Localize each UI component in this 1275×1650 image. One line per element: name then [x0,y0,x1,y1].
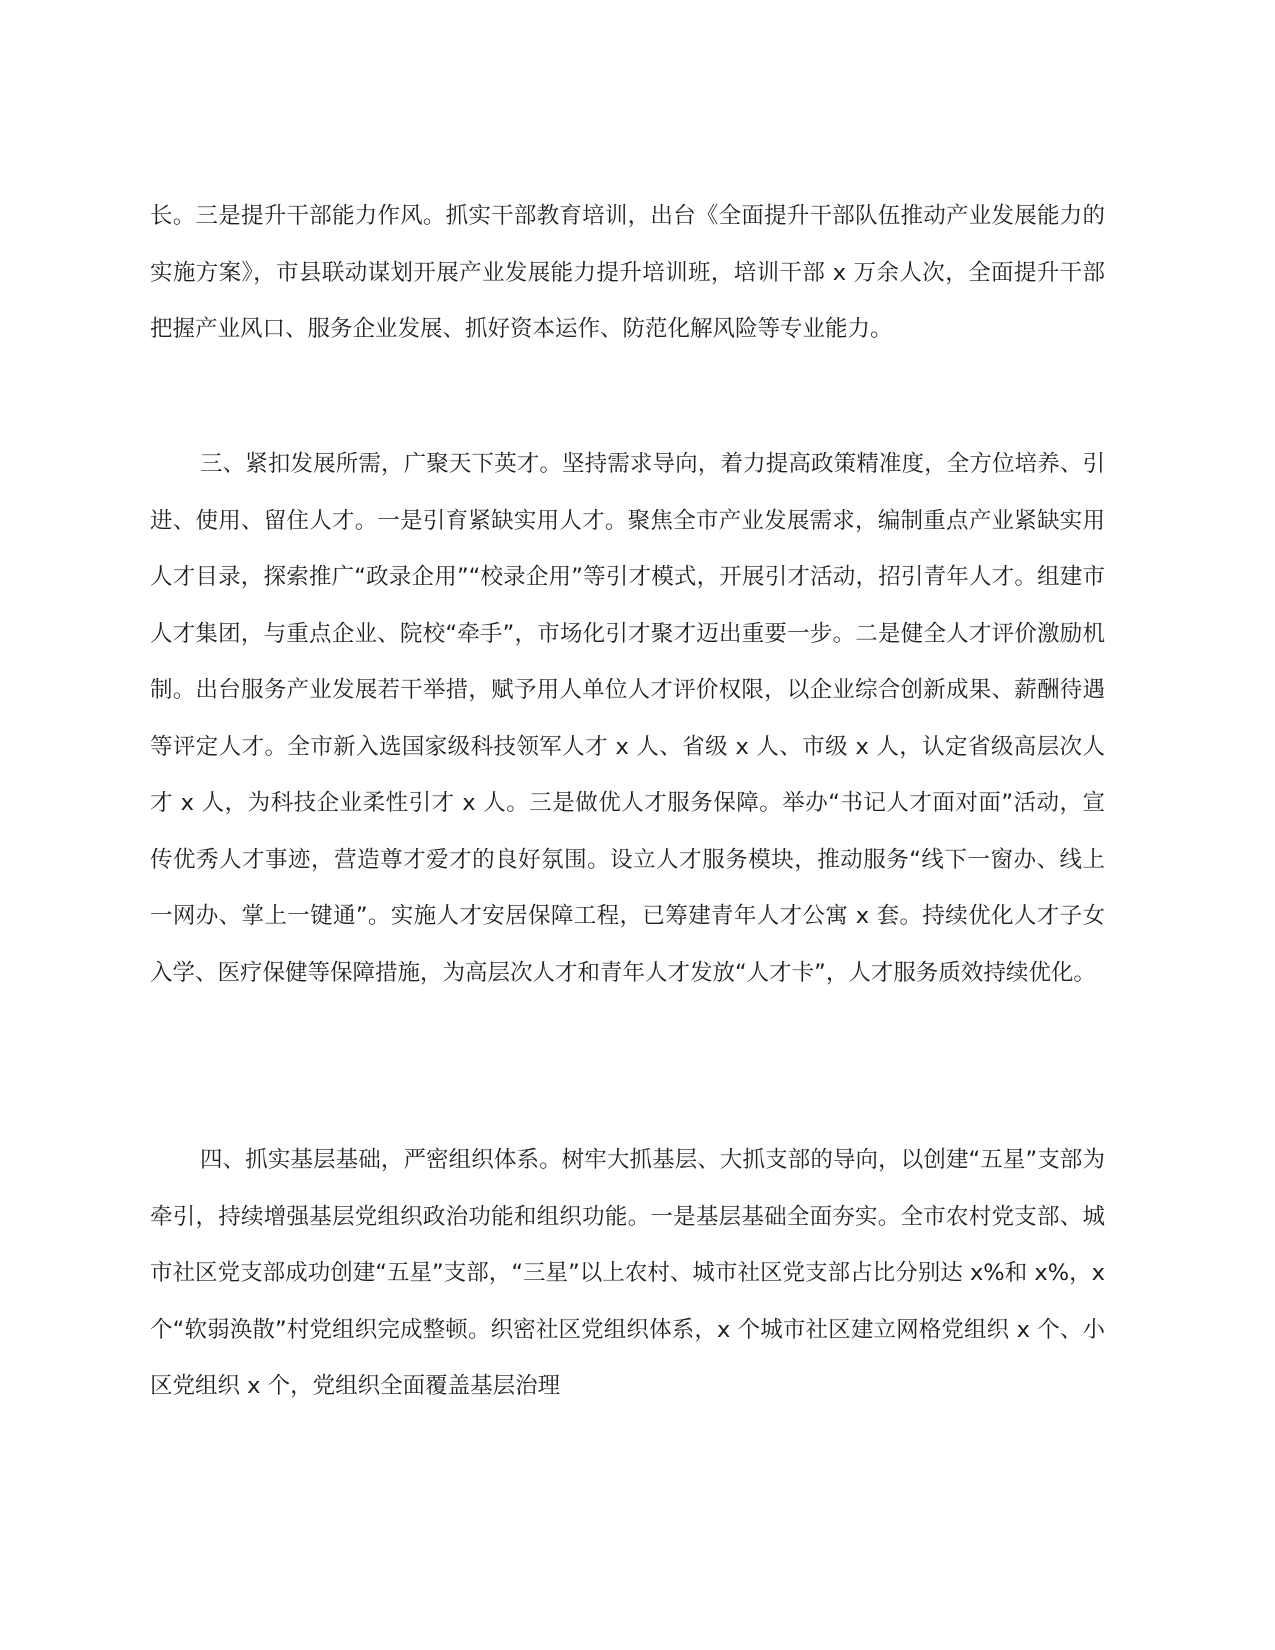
paragraph-grassroots-section: 四、抓实基层基础，严密组织体系。树牢大抓基层、大抓支部的导向，以创建“五星”支部为牵引，持续增强基层党组织政治功能和组织功能。一是基层基础全面夯实。全市农村党支部、城市社区党支部成功创建“五星”支部，“三星”以上农村、城市社区党支部占比分别达 x%和 x%，x 个“软弱涣散”村党组织完成整顿。织密社区党组织体系，x 个城市社区建立网格党组织 x 个、小区党组织 x 个，党组织全面覆盖基层治理 [150,1147,1105,1399]
paragraph-talent-section: 三、紧扣发展所需，广聚天下英才。坚持需求导向，着力提高政策精准度，全方位培养、引进、使用、留住人才。一是引育紧缺实用人才。聚焦全市产业发展需求，编制重点产业紧缺实用人才目录，探索推广“政录企用”“校录企用”等引才模式，开展引才活动，招引青年人才。组建市人才集团，与重点企业、院校“牵手”，市场化引才聚才迈出重要一步。二是健全人才评价激励机制。出台服务产业发展若干举措，赋予用人单位人才评价权限，以企业综合创新成果、薪酬待遇等评定人才。全市新入选国家级科技领军人才 x 人、省级 x 人、市级 x 人，认定省级高层次人才 x 人，为科技企业柔性引才 x 人。三是做优人才服务保障。举办“书记人才面对面”活动，宣传优秀人才事迹，营造尊才爱才的良好氛围。设立人才服务模块，推动服务“线下一窗办、线上一网办、掌上一键通”。实施人才安居保障工程，已筹建青年人才公寓 x 套。持续优化人才子女入学、医疗保健等保障措施，为高层次人才和青年人才发放“人才卡”，人才服务质效持续优化。 [150,451,1105,986]
paragraph-continuation: 长。三是提升干部能力作风。抓实干部教育培训，出台《全面提升干部队伍推动产业发展能力的实施方案》，市县联动谋划开展产业发展能力提升培训班，培训干部 x 万余人次，全面提升干部把握产业风口、服务企业发展、抓好资本运作、防范化解风险等专业能力。 [150,203,1105,342]
